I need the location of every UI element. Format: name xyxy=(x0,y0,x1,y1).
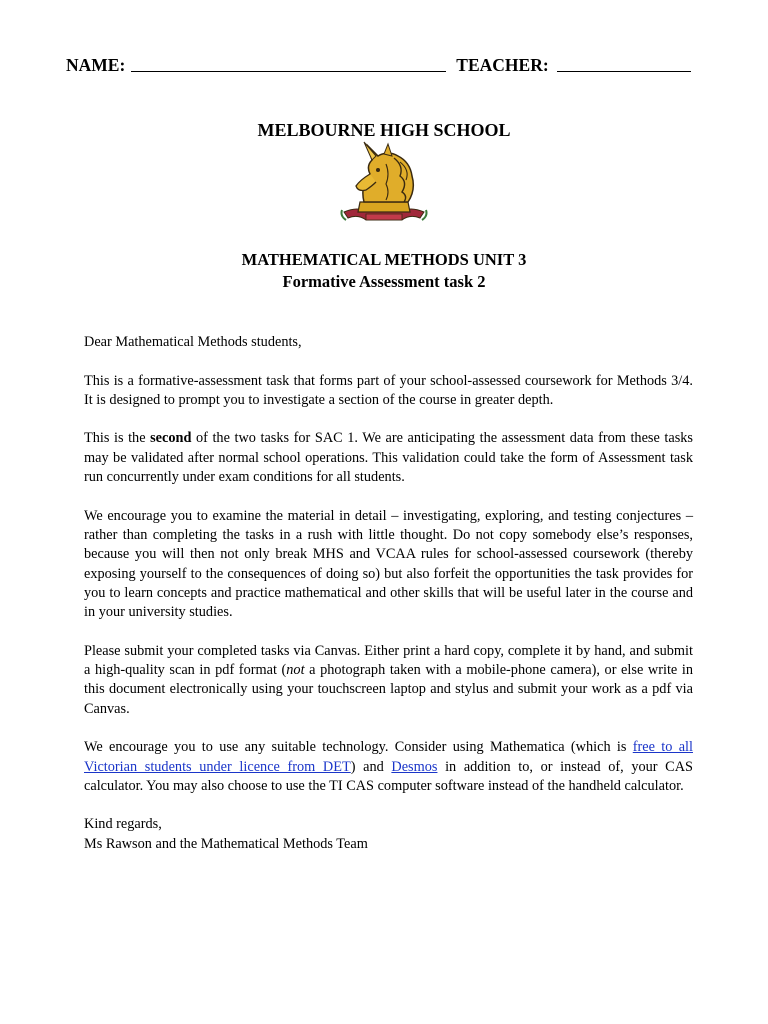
teacher-blank-line[interactable] xyxy=(557,55,691,72)
greeting: Dear Mathematical Methods students, xyxy=(84,334,302,350)
paragraph-5 xyxy=(84,738,693,796)
school-name: MELBOURNE HIGH SCHOOL xyxy=(257,120,511,140)
p4-text-start: Please submit your completed tasks via Canvas. Either print a hard copy, complete it by hand, and submit a high-quality scan in pdf format ( xyxy=(84,642,693,679)
paragraph-1: This is a formative-assessment task that forms part of your school-assessed coursework for Methods 3/4. It is designed to prompt you to investigate a section of the course in greater depth. xyxy=(84,372,693,408)
letter-body xyxy=(84,333,693,854)
closing-block xyxy=(84,815,693,854)
task-title: Formative Assessment task 2 xyxy=(282,272,486,291)
p5-text-mid: ) and xyxy=(350,758,392,775)
p2-text-end: of the two tasks for SAC 1. We are anticipating the assessment data from these tasks may be validated after normal school operations. This validation could take the form of Assessment task run concurrently under exam conditions for all students. xyxy=(84,430,693,486)
p5-text-start: We encourage you to use any suitable technology. Consider using Mathematica (which is xyxy=(84,739,633,756)
p2-bold-second: second xyxy=(150,430,192,447)
header-fields xyxy=(66,54,706,76)
desmos-link[interactable]: Desmos xyxy=(391,758,438,775)
p4-italic-not: not xyxy=(286,662,305,679)
unit-title: MATHEMATICAL METHODS UNIT 3 xyxy=(241,250,527,269)
unicorn-crest-icon xyxy=(338,140,430,228)
closing-line: Kind regards, xyxy=(84,816,162,833)
paragraph-3: We encourage you to examine the material in detail – investigating, exploring, and testing conjectures – rather than completing the tasks in a rush with little thought. Do not copy somebody else’s responses, because you will then not only break MHS and VCAA rules for school-assessed coursework (thereby exposing yourself to the consequences of doing so) but also forfeit the opportunities the task provides for you to learn concepts and practice mathematical and other skills that will be useful later in the course and in your university studies. xyxy=(84,507,693,621)
name-blank-line[interactable] xyxy=(131,55,446,72)
teacher-label: TEACHER: xyxy=(456,55,549,75)
signature-line: Ms Rawson and the Mathematical Methods Team xyxy=(84,835,368,852)
paragraph-4 xyxy=(84,642,693,719)
p4-text-end: a photograph taken with a mobile-phone camera), or else write in this document electronically using your touchscreen laptop and stylus and submit your work as a pdf via Canvas. xyxy=(84,662,693,717)
mathematica-licence-link[interactable]: free to all Victorian students under licence from DET xyxy=(84,739,693,775)
p5-text-end: in addition to, or instead of, your CAS calculator. You may also choose to use the TI CAS computer software instead of the handheld calculator. xyxy=(84,758,693,794)
name-label: NAME: xyxy=(66,55,126,75)
paragraph-2 xyxy=(84,429,693,487)
p2-text-start: This is the xyxy=(84,430,151,447)
